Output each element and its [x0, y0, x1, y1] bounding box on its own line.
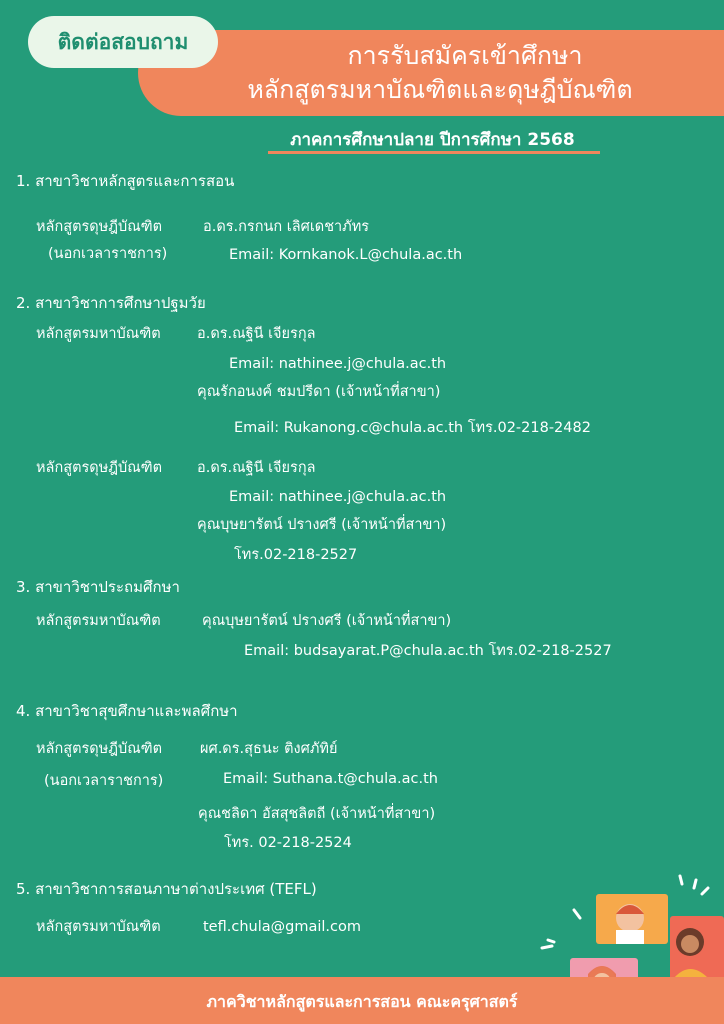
- page-title-line2: หลักสูตรมหาบัณฑิตและดุษฎีบัณฑิต: [247, 75, 633, 104]
- section-1-email[interactable]: Email: Kornkanok.L@chula.ac.th: [229, 247, 463, 263]
- section-4-heading: 4. สาขาวิชาสุขศึกษาและพลศึกษา: [16, 702, 238, 720]
- section-1-program-note: (นอกเวลาราชการ): [48, 246, 168, 262]
- section-2-masters-email[interactable]: Email: nathinee.j@chula.ac.th: [229, 356, 447, 372]
- page-subtitle: ภาคการศึกษาปลาย ปีการศึกษา 2568: [290, 130, 575, 150]
- section-1-heading: 1. สาขาวิชาหลักสูตรและการสอน: [16, 172, 235, 190]
- section-3-contact: คุณบุษยารัตน์ ปรางศรี (เจ้าหน้าที่สาขา): [202, 613, 452, 629]
- subtitle-underline: [268, 151, 600, 154]
- section-4-email[interactable]: Email: Suthana.t@chula.ac.th: [223, 771, 438, 787]
- section-4-staff-phone: โทร. 02-218-2524: [224, 835, 352, 851]
- section-2-doctoral-contact: อ.ดร.ณฐินี เจียรกุล: [197, 460, 316, 476]
- section-2-program-masters: หลักสูตรมหาบัณฑิต: [36, 326, 161, 342]
- section-4-program: หลักสูตรดุษฎีบัณฑิต: [36, 741, 163, 757]
- footer-text: ภาควิชาหลักสูตรและการสอน คณะครุศาสตร์: [206, 992, 518, 1011]
- section-2-doctoral-email[interactable]: Email: nathinee.j@chula.ac.th: [229, 489, 447, 505]
- section-2-doctoral-staff-phone: โทร.02-218-2527: [234, 547, 358, 563]
- section-3-program: หลักสูตรมหาบัณฑิต: [36, 613, 161, 629]
- section-2-masters-staff-email[interactable]: Email: Rukanong.c@chula.ac.th โทร.02-218-2482: [234, 420, 591, 436]
- section-2-heading: 2. สาขาวิชาการศึกษาปฐมวัย: [16, 294, 206, 312]
- section-2-masters-contact: อ.ดร.ณฐินี เจียรกุล: [197, 326, 316, 342]
- section-1-contact: อ.ดร.กรกนก เลิศเดชาภัทร: [203, 219, 370, 235]
- contact-badge: ติดต่อสอบถาม: [28, 16, 218, 68]
- section-3-email[interactable]: Email: budsayarat.P@chula.ac.th โทร.02-218-2527: [244, 643, 612, 659]
- section-2-program-doctoral: หลักสูตรดุษฎีบัณฑิต: [36, 460, 163, 476]
- section-5-email[interactable]: tefl.chula@gmail.com: [203, 919, 361, 935]
- section-2-doctoral-staff: คุณบุษยารัตน์ ปรางศรี (เจ้าหน้าที่สาขา): [197, 517, 447, 533]
- page-title-line1: การรับสมัครเข้าศึกษา: [347, 41, 583, 70]
- section-4-staff: คุณชลิดา อัสสุชลิตถี (เจ้าหน้าที่สาขา): [198, 806, 436, 822]
- section-5-program: หลักสูตรมหาบัณฑิต: [36, 919, 161, 935]
- section-5-heading: 5. สาขาวิชาการสอนภาษาต่างประเทศ (TEFL): [16, 880, 317, 898]
- section-4-contact: ผศ.ดร.สุธนะ ติงศภัทิย์: [200, 741, 338, 757]
- section-1-program: หลักสูตรดุษฎีบัณฑิต: [36, 219, 163, 235]
- section-3-heading: 3. สาขาวิชาประถมศึกษา: [16, 578, 180, 596]
- section-4-program-note: (นอกเวลาราชการ): [44, 773, 164, 789]
- section-2-masters-staff: คุณรักอนงค์ ชมปรีดา (เจ้าหน้าที่สาขา): [197, 384, 441, 400]
